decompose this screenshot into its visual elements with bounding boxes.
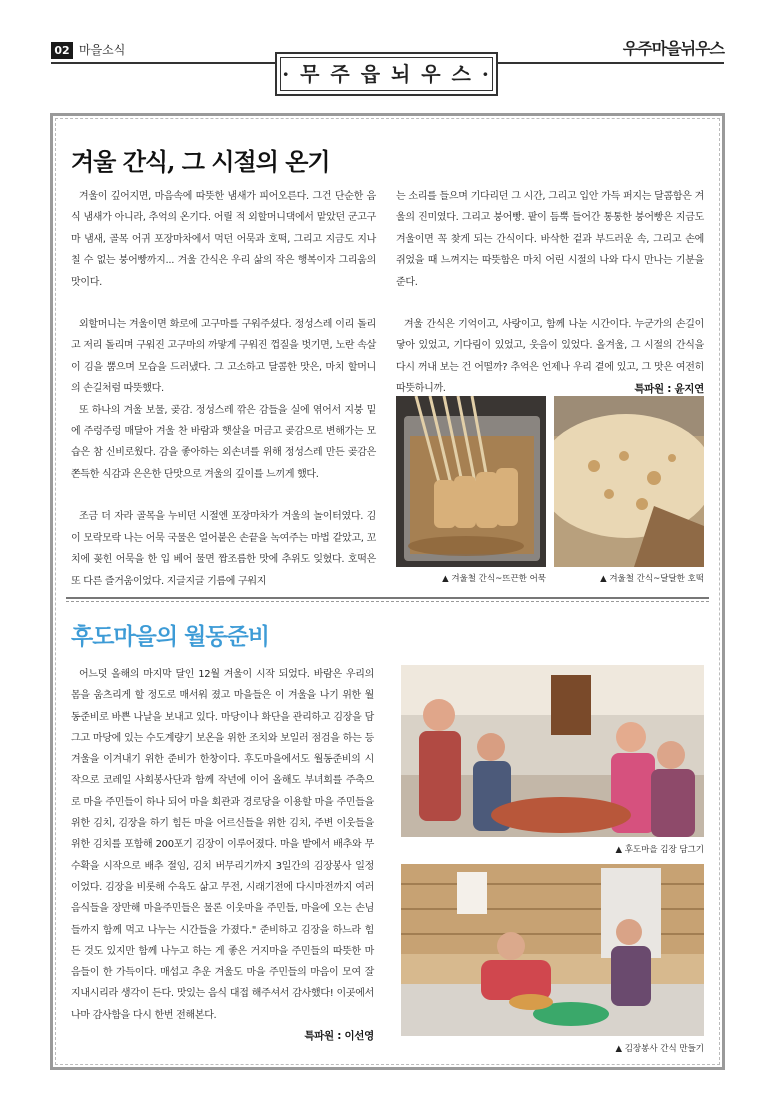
masthead: · 무 주 읍 뇌 우 스 · [275, 52, 498, 96]
article1-byline: 특파원 : 윤지연 [634, 382, 704, 395]
article1-left-column [71, 186, 376, 592]
paragraph: 외할머니는 겨울이면 화로에 고구마를 구워주셨다. 정성스레 이리 돌리고 저리 돌리며 구워진 고구마의 까맣게 구워진 껍질을 벗기면, 노란 속살이 김을 뿜으며 모습을 드러냈다. 그 고소하고 달콤한 맛은, 마치 할머니의 손길처럼 따뜻했다. [71, 319, 376, 395]
paragraph: 는 소리를 들으며 기다리던 그 시간, 그리고 입안 가득 퍼지는 달콤함은 겨울의 진미였다. 그리고 붕어빵. 팥이 듬뿍 들어간 통통한 붕어빵은 지금도 겨울이면 꼭 찾게 되는 간식이다. 바삭한 겉과 부드러운 속, 그리고 손에 쥐었을 때 느껴지는 따뜻함은 마치 어린 시절의 나와 다시 만나는 기분을 준다. [396, 191, 704, 288]
photo-snack-making [401, 864, 704, 1036]
section-name: 마을소식 [79, 43, 126, 57]
paragraph: 겨울 간식은 기억이고, 사랑이고, 함께 나눈 시간이다. 누군가의 손길이 닿아 있었고, 기다림이 있었고, 웃음이 있었다. 올겨울, 그 시절의 간식을 다시 꺼내 보는 건 어떨까? 추억은 언제나 우리 곁에 있고, 그 맛은 여전히 따뜻하니까. [396, 319, 704, 395]
article2-title: 후도마을의 월동준비 [71, 623, 269, 650]
article2-column [71, 664, 374, 1047]
paragraph: 조금 더 자라 골목을 누비던 시절엔 포장마차가 겨울의 놀이터였다. 김이 모락모락 나는 어묵 국물은 얼어붙은 손끝을 녹여주는 마법 같았고, 꼬치에 꽂힌 어묵을 한 입 베어 물면 짭조름한 맛에 추위도 잊혔다. 호떡은 또 다른 즐거움이었다. 지글지글 기름에 구워지 [71, 511, 376, 587]
article1-right-column [396, 186, 704, 400]
photo-hotteok [554, 396, 704, 567]
brand-logo: 우주마을뉘우스 [622, 39, 724, 58]
photo-kimchi-making [401, 665, 704, 837]
paragraph: 겨울이 깊어지면, 마음속에 따뜻한 냄새가 피어오른다. 그건 단순한 음식 냄새가 아니라, 추억의 온기다. 어릴 적 외할머니댁에서 맡았던 군고구마 냄새, 골목 어귀 포장마차에서 먹던 어묵과 호떡, 그리고 지금도 지나칠 수 없는 붕어빵까지... 겨울 간식은 우리 삶의 작은 행복이자 그리움의 맛이다. [71, 191, 376, 288]
photo-caption: ▲ 겨울철 간식~뜨끈한 어묵 [442, 574, 546, 584]
photo-caption: ▲ 김장봉사 간식 만들기 [615, 1044, 704, 1054]
article-separator [66, 597, 709, 602]
page-number: 02 [51, 42, 73, 59]
article2-byline: 특파원 : 이선영 [304, 1030, 374, 1043]
photo-fishcake [396, 396, 546, 567]
paragraph: 또 하나의 겨울 보물, 곶감. 정성스레 깎은 감들을 실에 엮어서 지붕 밑에 주렁주렁 매달아 겨울 찬 바람과 햇살을 머금고 곶감으로 변해가는 모습은 참 신비로웠다. 감을 좋아하는 외손녀를 위해 정성스레 만든 곶감은 쫀득한 식감과 은은한 단맛으로 겨울의 깊이를 느끼게 했다. [71, 404, 376, 480]
photo-caption: ▲ 후도마을 김장 담그기 [615, 845, 704, 855]
article1-title: 겨울 간식, 그 시절의 온기 [71, 147, 330, 176]
paragraph: 어느덧 올해의 마지막 달인 12월 겨울이 시작 되었다. 바람은 우리의 몸을 움츠리게 할 정도로 매서워 졌고 마을들은 이 겨울을 나기 위한 월동준비로 바쁜 나날을 보내고 있다. 마당이나 화단을 관리하고 김장을 담그고 마당에 있는 수도계량기 보온을 위한 조치와 보일러 점검을 하는 등 겨울을 이겨내기 위한 준비가 한창이다. 후도마을에서도 월동준비의 시작으로 코레일 사회봉사단과 함께 작년에 이어 올해도 부녀회를 주축으로 마을 주민들이 하나 되어 마을 회관과 경로당을 이용할 마을 주민들을 위한 김치, 김장을 하기 힘든 마을 어르신들을 위한 김치, 주변 이웃들을 위한 김치를 포함해 200포기 김장이 이루어졌다. 마을 밭에서 배추와 무 수확을 시작으로 배추 절임, 김치 버무리기까지 3일간의 김장봉사 일정이었다. 김장을 비롯해 수육도 삶고 무전, 시래기전에 다시마전까지 여러 음식들을 장만해 마을주민들은 물론 이웃마을 주민들, 마을에 오는 손님들까지 함께 먹고 나누는 시간들을 가졌다." 준비하고 김장을 하느라 힘든 것도 있지만 함께 나누고 하는 게 좋은 거지마을 주민들의 따뜻한 마음들이 한 가득이다. 매섭고 추운 겨울도 마을 주민들의 마음이 모여 잘 지내시리라 생각이 든다. 맛있는 음식 대접 해주셔서 감사했다! 이곳에서나마 감사함을 다시 한번 전해본다. [71, 669, 374, 1021]
photo-caption: ▲ 겨울철 간식~달달한 호떡 [600, 574, 704, 584]
